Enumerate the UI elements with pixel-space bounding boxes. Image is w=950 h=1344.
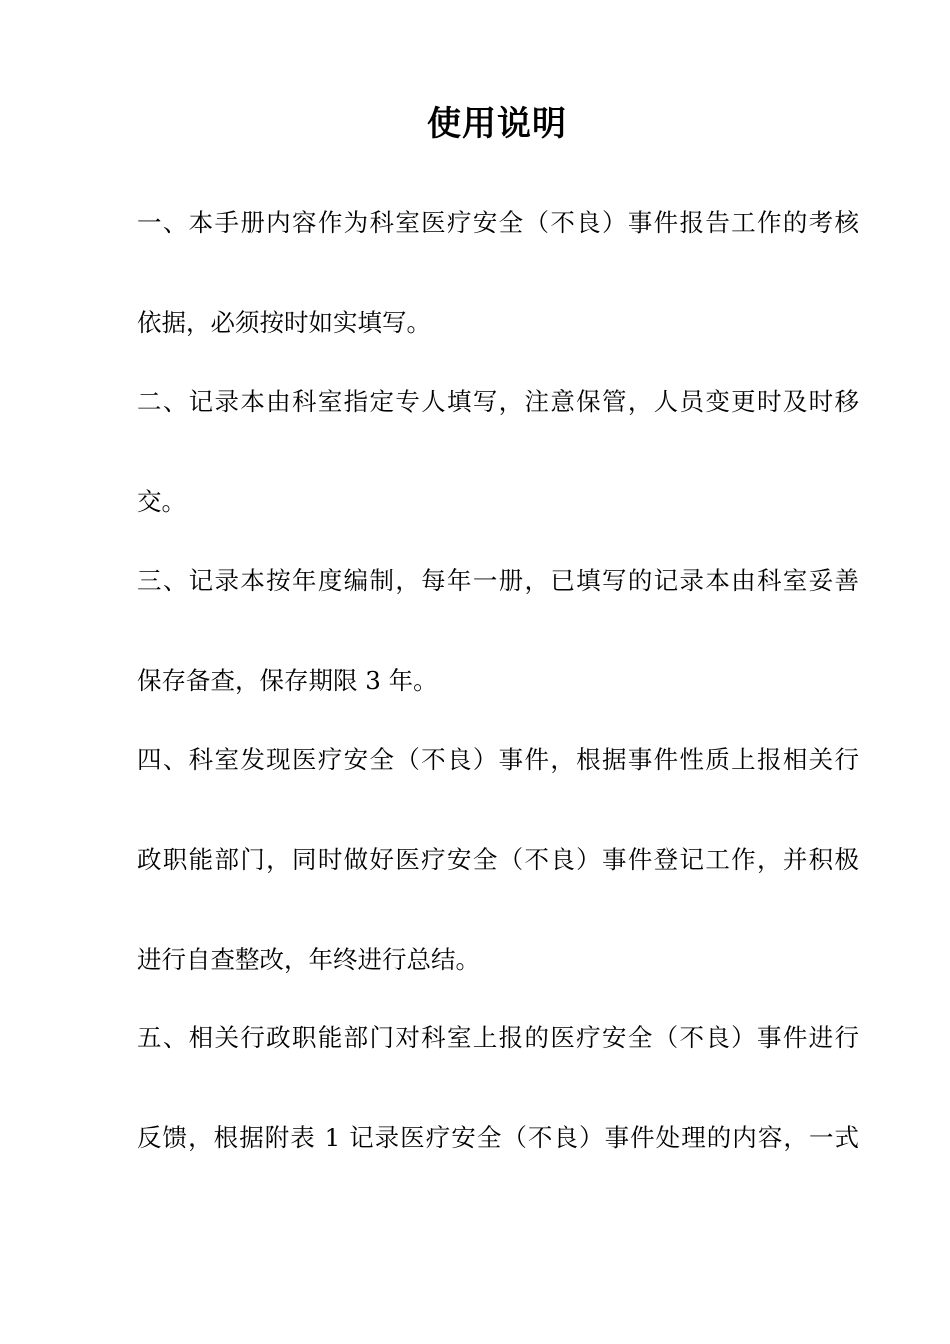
instruction-line: 反馈，根据附表 1 记录医疗安全（不良）事件处理的内容，一式 — [137, 1123, 859, 1152]
instruction-line: 一、本手册内容作为科室医疗安全（不良）事件报告工作的考核 — [137, 208, 859, 237]
instruction-line: 进行自查整改，年终进行总结。 — [137, 945, 480, 974]
instruction-line: 交。 — [137, 487, 186, 516]
instruction-line: 五、相关行政职能部门对科室上报的医疗安全（不良）事件进行 — [137, 1023, 859, 1052]
instruction-line: 三、记录本按年度编制，每年一册，已填写的记录本由科室妥善 — [137, 566, 859, 595]
page-title: 使用说明 — [427, 104, 567, 144]
instruction-line: 四、科室发现医疗安全（不良）事件，根据事件性质上报相关行 — [137, 745, 859, 774]
instruction-line: 保存备查，保存期限 3 年。 — [137, 666, 438, 695]
instruction-line: 依据，必须按时如实填写。 — [137, 308, 431, 337]
instruction-line: 二、记录本由科室指定专人填写，注意保管，人员变更时及时移 — [137, 387, 859, 416]
instruction-line: 政职能部门，同时做好医疗安全（不良）事件登记工作，并积极 — [137, 845, 859, 874]
